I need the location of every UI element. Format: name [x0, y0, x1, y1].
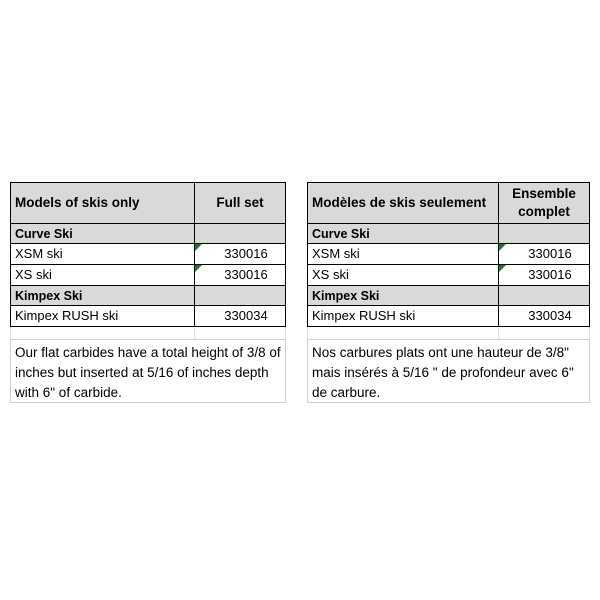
part-number-text: 330016	[528, 246, 572, 261]
group-row	[308, 286, 590, 306]
table-row	[308, 265, 590, 286]
carbide-note: Our flat carbides have a total height of 3/8 of inches but inserted at 5/16 of inches depth with 6" of carbide.	[10, 340, 286, 403]
empty-cell	[499, 327, 590, 340]
table-row	[11, 265, 286, 286]
group-value	[195, 224, 286, 244]
header-models: Models of skis only	[11, 183, 195, 224]
table-row	[308, 306, 590, 327]
comment-indicator-icon	[499, 265, 506, 272]
table-header-row	[11, 183, 286, 224]
header-models: Modèles de skis seulement	[308, 183, 499, 224]
group-row	[11, 286, 286, 306]
group-row	[308, 224, 590, 244]
part-number-text: 330016	[528, 267, 572, 282]
group-value	[499, 224, 590, 244]
empty-cell	[11, 327, 195, 340]
group-value	[195, 286, 286, 306]
model-name: Kimpex RUSH ski	[308, 306, 499, 327]
table-header-row	[308, 183, 590, 224]
part-number-text: 330016	[224, 267, 268, 282]
model-name: XSM ski	[308, 244, 499, 265]
empty-row	[11, 327, 286, 340]
model-name: XSM ski	[11, 244, 195, 265]
part-number	[195, 265, 286, 286]
comment-indicator-icon	[195, 244, 202, 251]
table-row	[11, 306, 286, 327]
group-label: Kimpex Ski	[11, 286, 195, 306]
part-number-text: 330016	[224, 246, 268, 261]
comment-indicator-icon	[195, 265, 202, 272]
parts-table-english	[10, 182, 286, 403]
table-row	[308, 244, 590, 265]
header-full-set: Full set	[195, 183, 286, 224]
parts-table-french	[307, 182, 590, 403]
model-name: XS ski	[11, 265, 195, 286]
model-name: Kimpex RUSH ski	[11, 306, 195, 327]
model-name: XS ski	[308, 265, 499, 286]
carbide-note: Nos carbures plats ont une hauteur de 3/8" mais insérés à 5/16 " de profondeur avec 6" de carbure.	[307, 340, 590, 403]
part-number: 330034	[195, 306, 286, 327]
empty-cell	[308, 327, 499, 340]
group-label: Kimpex Ski	[308, 286, 499, 306]
part-number	[499, 244, 590, 265]
comment-indicator-icon	[499, 244, 506, 251]
header-full-set: Ensemble complet	[499, 183, 590, 224]
part-number	[195, 244, 286, 265]
table-row	[11, 244, 286, 265]
part-number	[499, 265, 590, 286]
group-label: Curve Ski	[11, 224, 195, 244]
empty-row	[308, 327, 590, 340]
part-number: 330034	[499, 306, 590, 327]
ski-models-table	[10, 182, 286, 340]
empty-cell	[195, 327, 286, 340]
group-value	[499, 286, 590, 306]
group-row	[11, 224, 286, 244]
ski-models-table	[307, 182, 590, 340]
group-label: Curve Ski	[308, 224, 499, 244]
